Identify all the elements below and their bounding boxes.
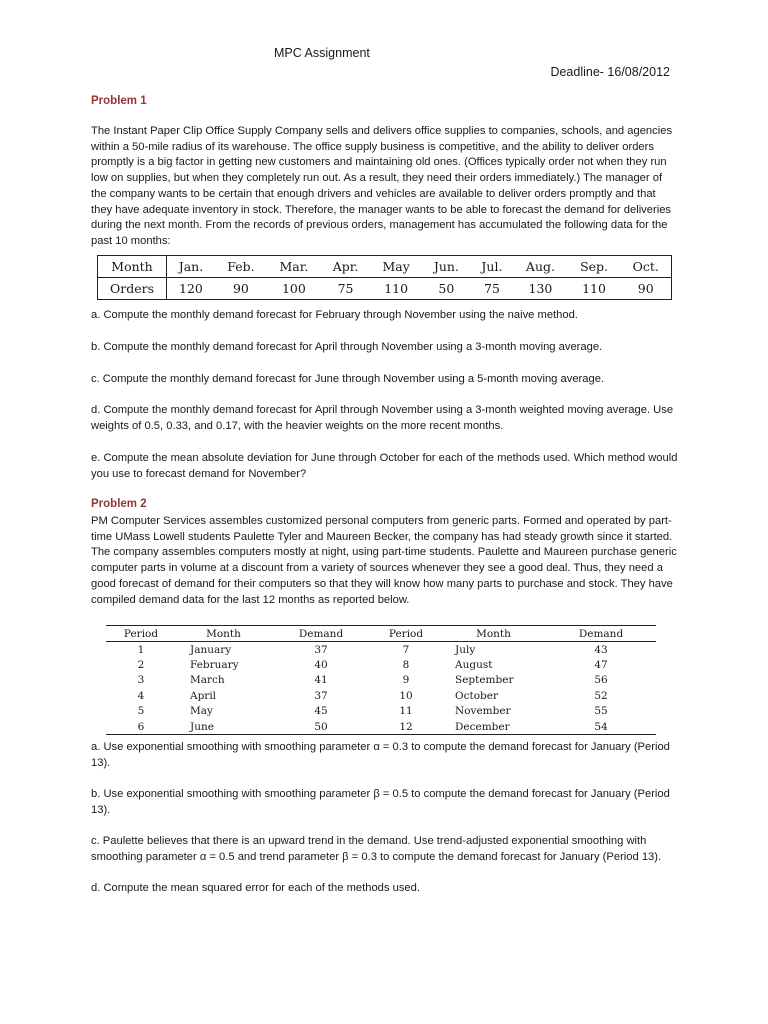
month-cell: Aug. — [513, 256, 567, 278]
demand-cell: 50 — [271, 719, 371, 735]
problem-2-heading: Problem 2 — [91, 498, 147, 510]
month-cell: Feb. — [215, 256, 267, 278]
month-cell: Jan. — [167, 256, 215, 278]
period-cell: 12 — [371, 719, 441, 735]
month-cell: August — [455, 659, 493, 672]
month-cell: Jul. — [471, 256, 514, 278]
orders-table — [97, 255, 672, 300]
table-row — [106, 704, 656, 719]
period-cell: 11 — [399, 705, 413, 718]
header-month: Month — [176, 626, 271, 642]
header-period: Period — [371, 626, 441, 642]
header-demand: Demand — [546, 626, 656, 642]
month-cell: Oct. — [620, 256, 671, 278]
months-row-label: Month — [98, 256, 167, 278]
demand-cell: 40 — [314, 659, 328, 672]
demand-cell: 37 — [314, 643, 328, 656]
problem-2-question-c: c. Paulette believes that there is an upward trend in the demand. Use trend-adjusted exponential smoothing with smoothing parameter α = 0.5 and trend parameter β = 0.3 to compute the demand forecast for January (Period 13). — [91, 835, 662, 863]
problem-1-question-b: b. Compute the monthly demand forecast for April through November using a 3-month moving average. — [91, 341, 603, 353]
header-month: Month — [441, 626, 546, 642]
month-cell: Mar. — [267, 256, 321, 278]
deadline-text: Deadline- 16/08/2012 — [550, 65, 670, 79]
orders-cell: 75 — [471, 278, 514, 300]
orders-row-label: Orders — [98, 278, 167, 300]
orders-cell: 90 — [215, 278, 267, 300]
table-row — [106, 673, 656, 688]
demand-table-header — [106, 626, 656, 642]
table-row — [106, 688, 656, 703]
month-cell: March — [190, 674, 225, 687]
month-cell: January — [190, 643, 232, 656]
month-cell: May — [190, 705, 213, 718]
period-cell: 5 — [137, 705, 145, 718]
orders-cell: 110 — [370, 278, 422, 300]
period-cell: 10 — [399, 689, 413, 702]
demand-cell: 41 — [314, 674, 328, 687]
month-cell: February — [190, 659, 239, 672]
months-row — [98, 256, 672, 278]
period-cell: 9 — [402, 674, 410, 687]
problem-1-question-c: c. Compute the monthly demand forecast for June through November using a 5-month moving average. — [91, 373, 605, 385]
header-demand: Demand — [271, 626, 371, 642]
demand-cell: 47 — [594, 659, 608, 672]
table-row — [106, 719, 656, 735]
month-cell: Jun. — [422, 256, 471, 278]
problem-2-question-d: d. Compute the mean squared error for each of the methods used. — [91, 882, 420, 894]
month-cell: November — [455, 705, 511, 718]
problem-1-question-e: e. Compute the mean absolute deviation for June through October for each of the methods used. Which method would you use to forecast demand for November? — [91, 452, 678, 480]
month-cell: September — [455, 674, 514, 687]
problem-1-question-a: a. Compute the monthly demand forecast for February through November using the naive method. — [91, 309, 578, 321]
period-cell: 7 — [402, 643, 410, 656]
period-cell: 1 — [137, 643, 145, 656]
orders-cell: 130 — [513, 278, 567, 300]
demand-cell: 37 — [314, 689, 328, 702]
period-cell: 3 — [137, 674, 145, 687]
demand-cell: 43 — [594, 643, 608, 656]
problem-1-heading: Problem 1 — [91, 95, 147, 107]
orders-cell: 90 — [620, 278, 671, 300]
problem-1-intro: The Instant Paper Clip Office Supply Company sells and delivers office supplies to companies, schools, and agencies within a 50-mile radius of its warehouse. The office supply business is competitive, and the ability to deliver orders promptly is a big factor in getting new customers and maintaining old ones. (Offices typically order not when they run low on supplies, but when they completely run out. As a result, they need their orders immediately.) The manager of the company wants to be certain that enough drivers and vehicles are available to deliver orders promptly and that they have adequate inventory in stock. Therefore, the manager wants to be able to forecast the demand for deliveries during the next month. From the records of previous orders, management has accumulated the following data for the past 10 months: — [91, 125, 673, 247]
orders-row — [98, 278, 672, 300]
demand-cell: 45 — [314, 705, 328, 718]
month-cell: July — [455, 643, 476, 656]
problem-2-intro: PM Computer Services assembles customized personal computers from generic parts. Formed and operated by part-time UMass Lowell students Paulette Tyler and Maureen Becker, the company has had steady growth since it started. The company assembles computers mostly at night, using part-time students. Paulette and Maureen purchase generic computer parts in volume at a discount from a variety of sources whenever they see a good deal. Thus, they need a good forecast of demand for their computers so that they will know how many parts to purchase and stock. They have compiled demand data for the last 12 months as reported below. — [91, 515, 677, 606]
month-cell: April — [190, 689, 217, 702]
month-cell: Sep. — [568, 256, 621, 278]
period-cell: 2 — [137, 659, 145, 672]
month-cell: May — [370, 256, 422, 278]
orders-cell: 110 — [568, 278, 621, 300]
demand-table — [106, 625, 656, 735]
problem-2-question-b: b. Use exponential smoothing with smoothing parameter β = 0.5 to compute the demand forecast for January (Period 13). — [91, 788, 670, 816]
header-period: Period — [106, 626, 176, 642]
demand-cell: 54 — [546, 719, 656, 735]
orders-cell: 50 — [422, 278, 471, 300]
table-row — [106, 657, 656, 672]
orders-cell: 75 — [321, 278, 370, 300]
document-title: MPC Assignment — [274, 46, 370, 60]
demand-cell: 56 — [594, 674, 608, 687]
period-cell: 4 — [137, 689, 145, 702]
problem-2-question-a: a. Use exponential smoothing with smoothing parameter α = 0.3 to compute the demand forecast for January (Period 13). — [91, 741, 670, 769]
month-cell: June — [176, 719, 271, 735]
table-row — [106, 642, 656, 658]
month-cell: December — [441, 719, 546, 735]
period-cell: 6 — [106, 719, 176, 735]
orders-cell: 100 — [267, 278, 321, 300]
month-cell: October — [455, 689, 498, 702]
month-cell: Apr. — [321, 256, 370, 278]
orders-cell: 120 — [167, 278, 215, 300]
problem-1-question-d: d. Compute the monthly demand forecast for April through November using a 3-month weighted moving average. Use weights of 0.5, 0.33, and 0.17, with the heavier weights on the more recent months. — [91, 404, 674, 432]
demand-cell: 52 — [594, 689, 608, 702]
period-cell: 8 — [402, 659, 410, 672]
demand-cell: 55 — [594, 705, 608, 718]
